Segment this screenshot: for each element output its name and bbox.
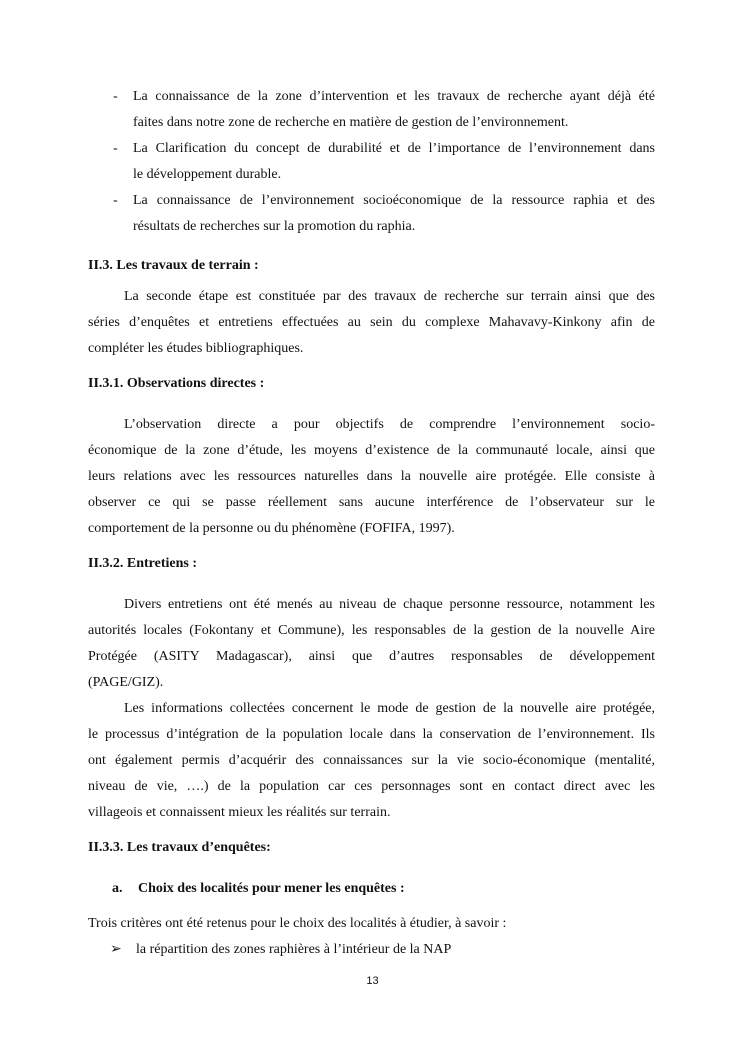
section-heading-II-3: II.3. Les travaux de terrain :: [88, 258, 259, 273]
list-item: [110, 937, 451, 963]
paragraph-entretiens-2: [88, 696, 655, 826]
list-item-line: La connaissance de l’environnement socioéconomique de la ressource raphia et des: [133, 193, 655, 208]
criteria-intro: Trois critères ont été retenus pour le choix des localités à étudier, à savoir :: [88, 916, 507, 931]
list-item: [88, 188, 655, 240]
section-heading-II-3-2: II.3.2. Entretiens :: [88, 556, 198, 571]
paragraph-line: séries d’enquêtes et entretiens effectuées au sein du complexe Mahavavy-Kinkony afin de: [88, 315, 655, 330]
paragraph-line: ont également permis d’acquérir des connaissances sur la vie socio-économique (mentalité,: [88, 753, 655, 768]
paragraph-line: leurs relations avec les ressources naturelles dans la nouvelle aire protégée. Elle consiste à: [88, 469, 655, 484]
bullet-marker: -: [113, 193, 118, 208]
subsection-letter: a.: [112, 881, 123, 896]
section-heading-II-3-1: II.3.1. Observations directes :: [88, 376, 265, 391]
subsection-title: Choix des localités pour mener les enquêtes :: [138, 881, 405, 896]
paragraph-line: le processus d’intégration de la population locale dans la conservation de l’environnement. Ils: [88, 727, 655, 742]
list-item: [88, 136, 655, 188]
paragraph-line: L’observation directe a pour objectifs de comprendre l’environnement socio-: [124, 417, 655, 432]
subsection-heading-a: [112, 876, 405, 902]
bullet-list: [88, 84, 655, 240]
list-item-line: résultats de recherches sur la promotion du raphia.: [133, 219, 416, 234]
list-item: [88, 84, 655, 136]
page-number: 13: [366, 975, 379, 987]
bullet-marker: -: [113, 141, 118, 156]
paragraph-line: compléter les études bibliographiques.: [88, 341, 304, 356]
paragraph-line: Protégée (ASITY Madagascar), ainsi que d’autres responsables de développement: [88, 649, 655, 664]
paragraph-line: économique de la zone d’étude, les moyens d’existence de la communauté locale, ainsi que: [88, 443, 655, 458]
paragraph-line: Divers entretiens ont été menés au niveau de chaque personne ressource, notamment les: [124, 597, 655, 612]
list-item-line: le développement durable.: [133, 167, 282, 182]
paragraph-line: comportement de la personne ou du phénomène (FOFIFA, 1997).: [88, 521, 455, 536]
paragraph-line: autorités locales (Fokontany et Commune), les responsables de la gestion de la nouvelle Aire: [88, 623, 655, 638]
paragraph-line: La seconde étape est constituée par des travaux de recherche sur terrain ainsi que des: [124, 289, 655, 304]
paragraph-line: observer ce qui se passe réellement sans aucune interférence de l’observateur sur le: [88, 495, 655, 510]
criteria-text: la répartition des zones raphières à l’intérieur de la NAP: [136, 942, 452, 957]
paragraph-line: villageois et connaissent mieux les réalités sur terrain.: [88, 805, 391, 820]
arrow-bullet-icon: ➢: [110, 942, 122, 957]
list-item-line: La connaissance de la zone d’intervention et les travaux de recherche ayant déjà été: [133, 89, 655, 104]
paragraph-line: (PAGE/GIZ).: [88, 675, 164, 690]
paragraph-line: Les informations collectées concernent le mode de gestion de la nouvelle aire protégée,: [124, 701, 655, 716]
paragraph-travaux-terrain: [88, 284, 655, 362]
paragraph-line: niveau de vie, ….) de la population car ces personnages sont en contact direct avec les: [88, 779, 655, 794]
list-item-line: La Clarification du concept de durabilité et de l’importance de l’environnement dans: [133, 141, 655, 156]
section-heading-II-3-3: II.3.3. Les travaux d’enquêtes:: [88, 840, 271, 855]
bullet-marker: -: [113, 89, 118, 104]
paragraph-entretiens-1: [88, 592, 655, 696]
paragraph-observations: [88, 412, 655, 542]
list-item-line: faites dans notre zone de recherche en matière de gestion de l’environnement.: [133, 115, 569, 130]
